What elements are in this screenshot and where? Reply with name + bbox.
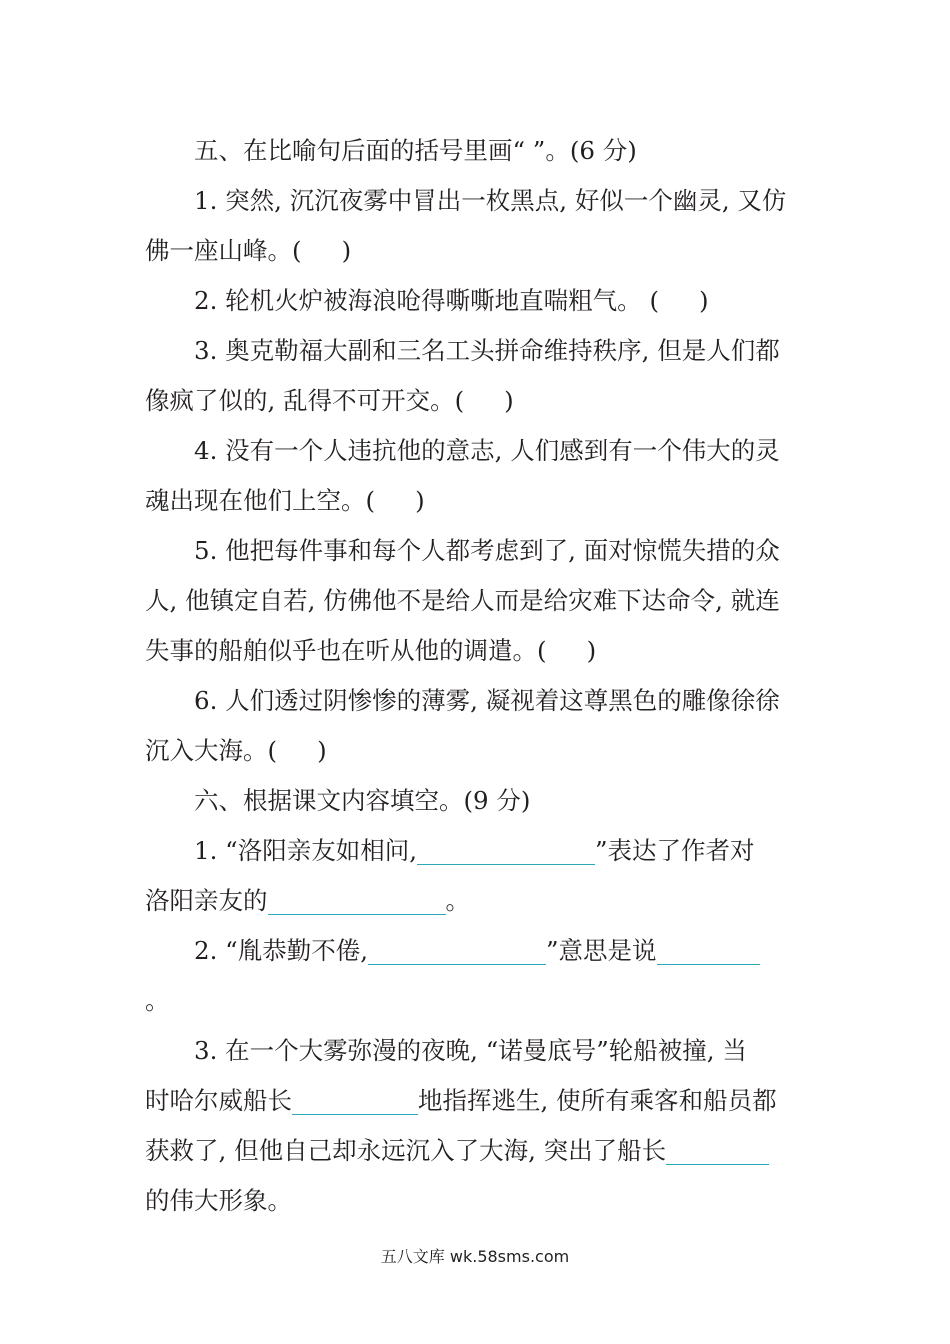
section5-heading: 五、在比喻句后面的括号里画“ ”。(6 分) [194,136,637,165]
s5-item6-line1: 6. 人们透过阴惨惨的薄雾, 凝视着这尊黑色的雕像徐徐 [194,686,780,715]
s6-q3-line4: 的伟大形象。 [145,1186,292,1215]
s5-item3-line1: 3. 奥克勒福大副和三名工头拼命维持秩序, 但是人们都 [194,336,780,365]
answer-blank[interactable] [368,934,546,965]
s5-item5-line2: 人, 他镇定自若, 仿佛他不是给人而是给灾难下达命令, 就连 [145,586,780,615]
s5-item1-line1: 1. 突然, 沉沉夜雾中冒出一枚黑点, 好似一个幽灵, 又仿 [194,186,787,215]
answer-blank[interactable] [417,834,595,865]
section6-heading: 六、根据课文内容填空。(9 分) [194,786,531,815]
worksheet-content [145,126,797,1226]
s6-q2-line2: 。 [145,986,170,1015]
s5-item4-line1: 4. 没有一个人违抗他的意志, 人们感到有一个伟大的灵 [194,436,780,465]
s6-q1-line1: 1. “洛阳亲友如相问, ”表达了作者对 [194,836,755,865]
s6-q1-line2: 洛阳亲友的 。 [145,886,470,915]
s5-item2-line1: 2. 轮机火炉被海浪呛得嘶嘶地直喘粗气。 ( ) [194,286,709,315]
s5-item6-line2: 沉入大海。( ) [145,736,327,765]
s5-item5-line3: 失事的船舶似乎也在听从他的调遣。( ) [145,636,597,665]
s5-item4-line2: 魂出现在他们上空。( ) [145,486,425,515]
s6-q2-line1: 2. “胤恭勤不倦, ”意思是说 [145,926,797,976]
s5-item3-line2: 像疯了似的, 乱得不可开交。( ) [145,386,514,415]
s6-q3-line1: 3. 在一个大雾弥漫的夜晚, “诺曼底号”轮船被撞, 当 [194,1036,747,1065]
s6-q3-line3: 获救了, 但他自己却永远沉入了大海, 突出了船长 [145,1126,797,1176]
s5-item5-line1: 5. 他把每件事和每个人都考虑到了, 面对惊慌失措的众 [194,536,780,565]
answer-blank[interactable] [657,934,760,965]
answer-blank[interactable] [292,1084,418,1115]
s5-item1-line2: 佛一座山峰。( ) [145,236,352,265]
s6-q3-line2: 时哈尔威船长 地指挥逃生, 使所有乘客和船员都 [145,1086,777,1115]
footer-watermark: 五八文库 wk.58sms.com [380,1247,570,1266]
answer-blank[interactable] [268,884,446,915]
answer-blank[interactable] [666,1134,769,1165]
